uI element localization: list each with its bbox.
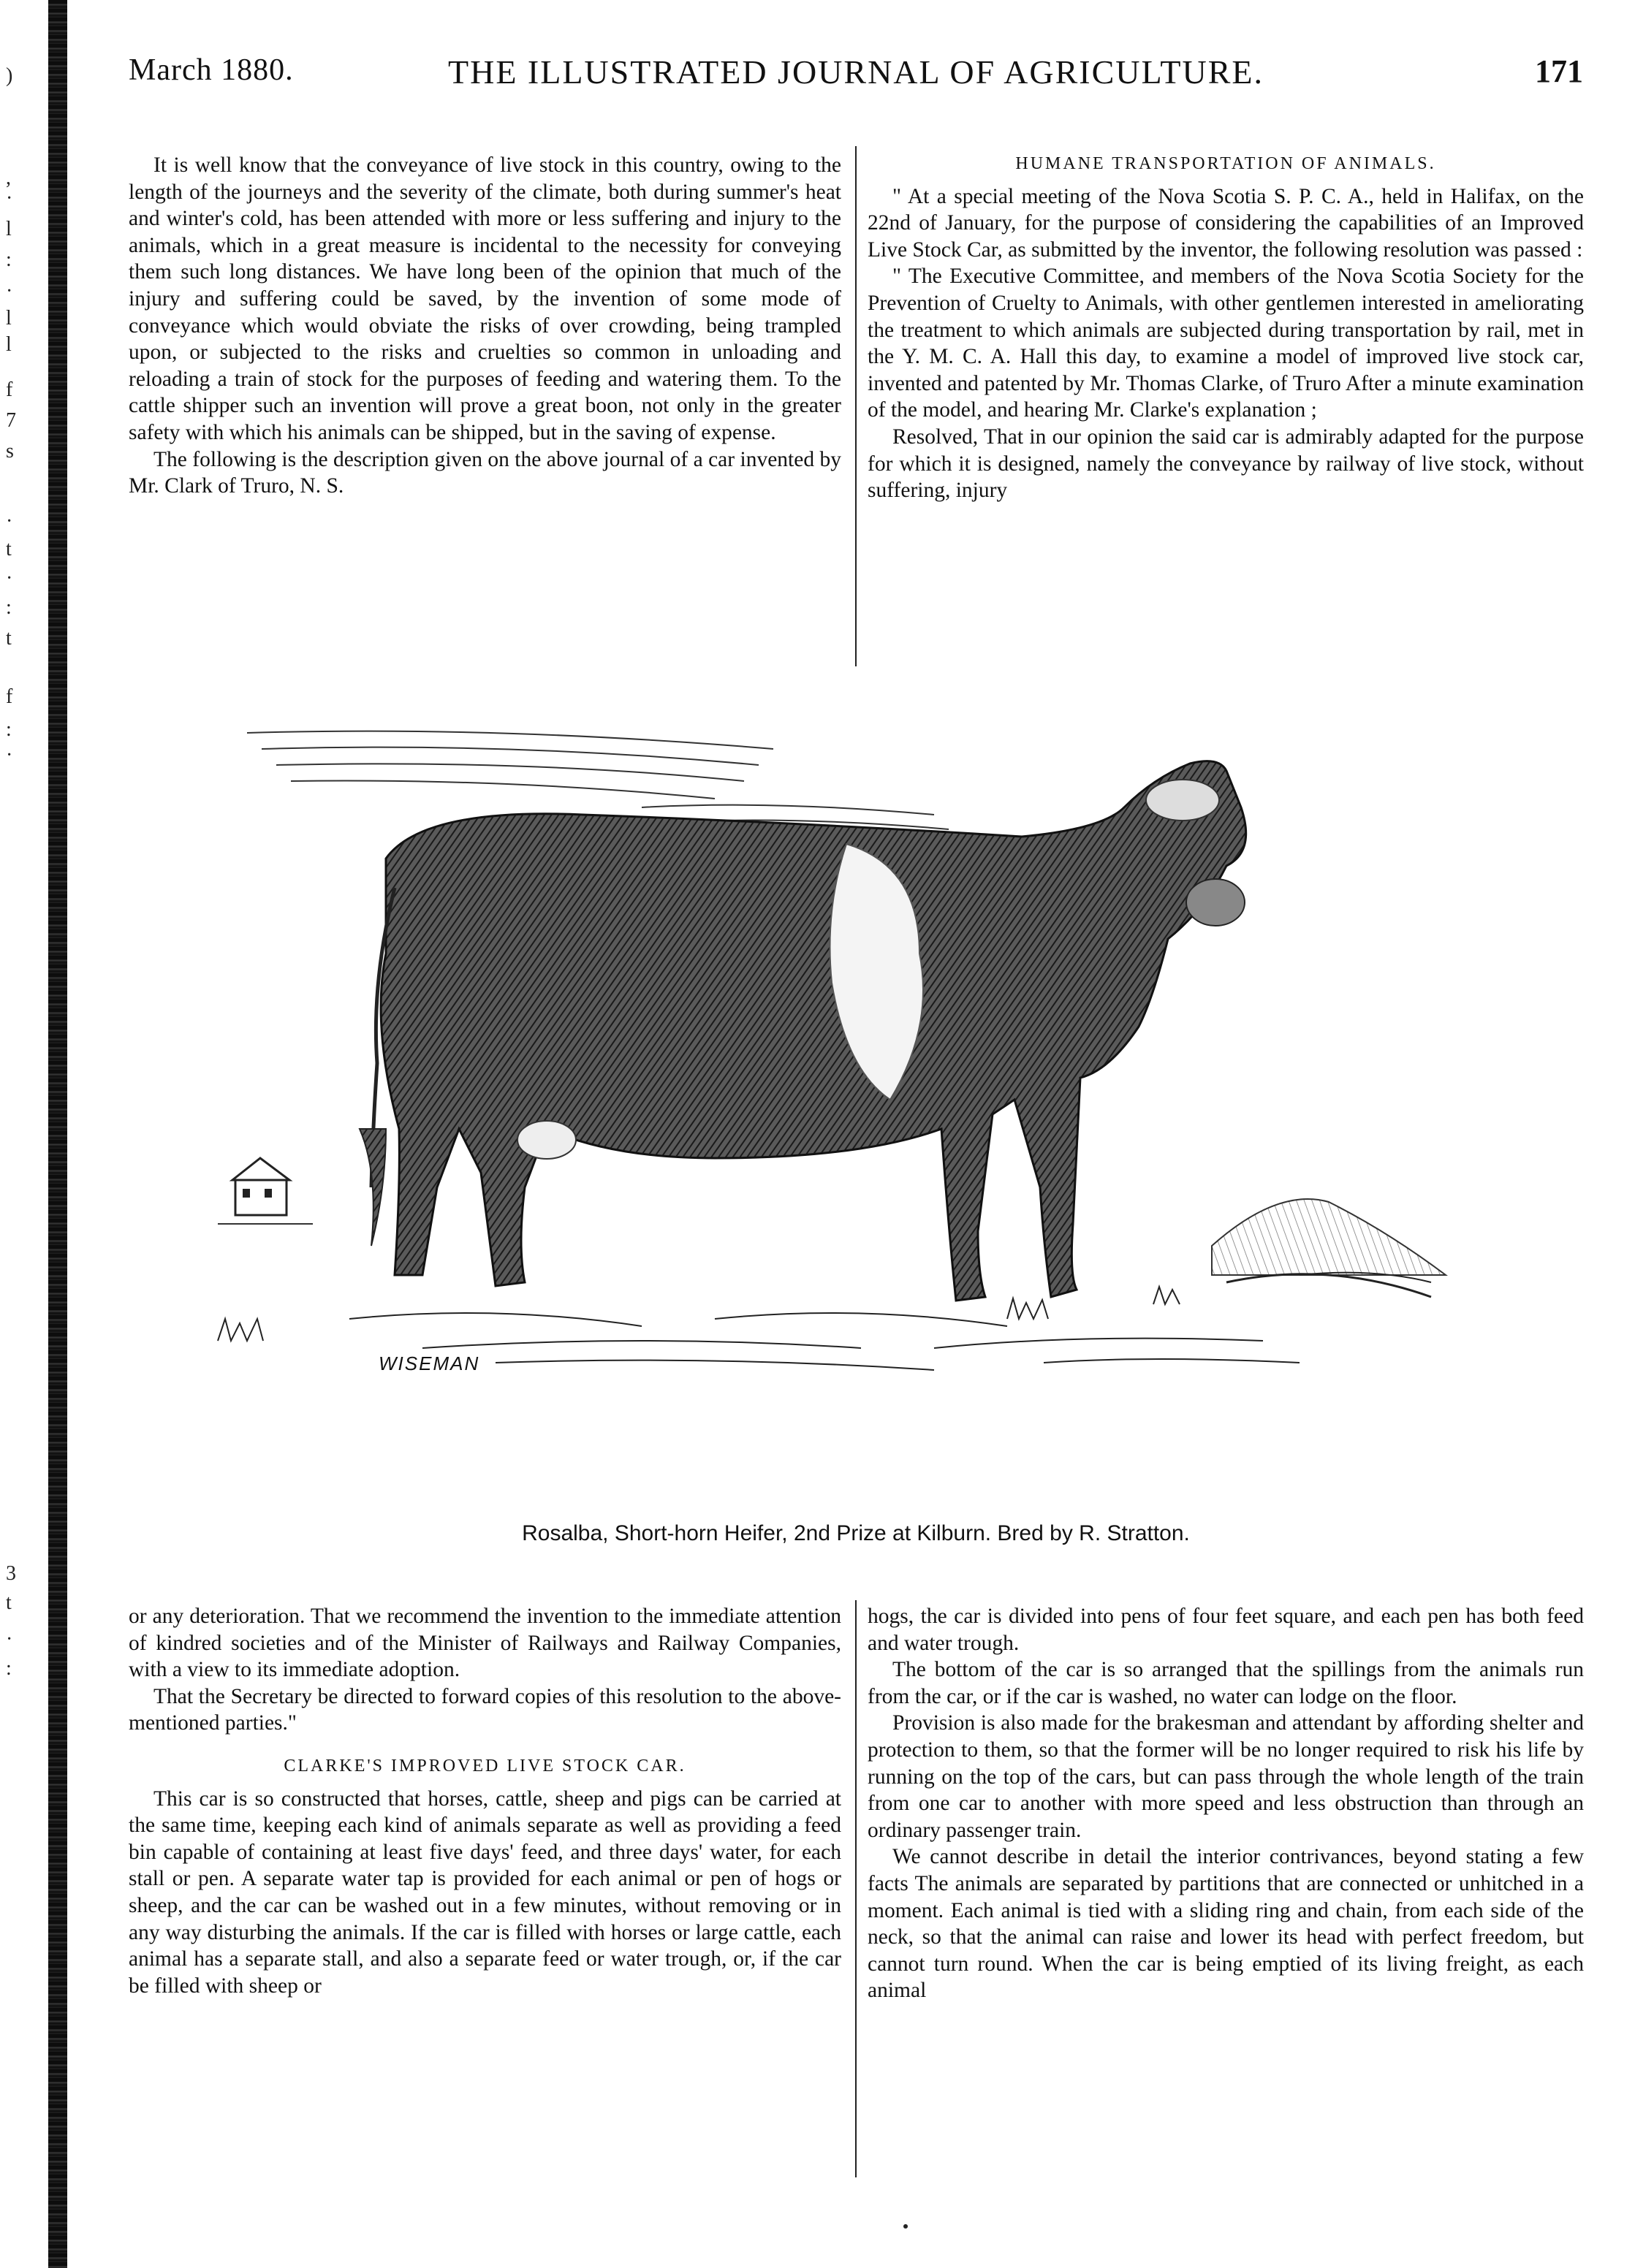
paragraph: The following is the description given on the above journal of a car invented by Mr. Clark of Truro, N. S. xyxy=(129,447,841,498)
paragraph: hogs, the car is divided into pens of four feet square, and each pen has both feed and water trough. xyxy=(868,1605,1584,1655)
bottom-right-column xyxy=(868,1603,1584,2004)
margin-fragment: 3 xyxy=(6,1562,16,1585)
margin-fragment: 7 xyxy=(6,409,16,432)
paragraph: or any deterioration. That we recommend the invention to the immediate attention of kindred societies and of the Minister of Railways and Railway Companies, with a view to its immediate adoption. xyxy=(129,1605,841,1682)
margin-fragment: ) xyxy=(6,64,13,87)
margin-fragment: · xyxy=(6,187,13,210)
margin-fragment: : xyxy=(6,1657,12,1680)
margin-fragment: l xyxy=(6,307,12,330)
paragraph: This car is so constructed that horses, cattle, sheep and pigs can be carried at the same time, keeping each kind of animals separate as well as providing a feed bin capable of containing at least five days' feed, and three days' water, for each stall or pen. A separate water tap is provided for each animal or pen of hogs or sheep, and the car can be washed out in a few minutes, without removing or in any way disturbing the animals. If the car is filled with horses or large cattle, each animal has a separate stall, and also a separate feed or water trough, or, if the car be filled with sheep or xyxy=(129,1786,841,1998)
paragraph: " The Executive Committee, and members of the Nova Scotia Society for the Prevention of Cruelty to Animals, with other gentlemen interested in ameliorating the treatment to which animals are subjected during transportation by rail, met in the Y. M. C. A. Hall this day, to examine a model of improved live stock car, invented and patented by Mr. Thomas Clarke, of Truro After a minute examination of the model, and hearing Mr. Clarke's explanation ; xyxy=(868,265,1584,422)
bottom-left-column xyxy=(129,1603,841,1999)
margin-fragment: : xyxy=(6,718,12,741)
farmhouse-sketch xyxy=(218,1158,313,1224)
stray-ink-dot xyxy=(903,2224,908,2229)
paragraph: Provision is also made for the brakesman and attendant by affording shelter and protection to them, so that the former will be no longer required to risk his life by running on the top of the cars, but can pass through the whole length of the train from one car to another with more speed and less obstruction than through an ordinary passenger train. xyxy=(868,1711,1584,1842)
margin-fragment: s xyxy=(6,440,14,463)
margin-fragment: f xyxy=(6,378,13,401)
margin-fragment: : xyxy=(6,248,12,271)
margin-fragment: , xyxy=(6,167,11,189)
paragraph: We cannot describe in detail the interior contrivances, beyond stating a few facts The animals are separated by partitions that are connected or unhitched in a moment. Each animal is tied with a sliding ring and chain, from each side of the neck, so that the animal can raise and lower its head with perfect freedom, but cannot turn round. When the car is being emptied of its living freight, as each animal xyxy=(868,1845,1584,2003)
margin-fragment: : xyxy=(6,596,12,619)
figure-caption: Rosalba, Short-horn Heifer, 2nd Prize at Kilburn. Bred by R. Stratton. xyxy=(522,1521,1190,1545)
paragraph: " At a special meeting of the Nova Scotia S. P. C. A., held in Halifax, on the 22nd of January, for the purpose of considering the capabilities of an Improved Live Stock Car, as submitted by the inventor, the following resolution was passed : xyxy=(868,184,1584,262)
paragraph: The bottom of the car is so arranged that the spillings from the animals run from the car, or if the car is washed, no water can lodge on the floor. xyxy=(868,1658,1584,1708)
issue-date: March 1880. xyxy=(129,53,294,87)
margin-fragment: t xyxy=(6,1591,12,1614)
page-number: 171 xyxy=(1535,53,1583,89)
paragraph: Resolved, That in our opinion the said car is admirably adapted for the purpose for which it is designed, namely the conveyance by railway of live stock, without suffering, injury xyxy=(868,425,1584,503)
column-rule-bottom xyxy=(855,1600,857,2177)
section-heading: CLARKE'S IMPROVED LIVE STOCK CAR. xyxy=(284,1756,686,1776)
top-right-column xyxy=(868,146,1584,504)
section-heading: HUMANE TRANSPORTATION OF ANIMALS. xyxy=(1015,154,1436,173)
margin-fragment: · xyxy=(6,567,13,590)
margin-fragment: t xyxy=(6,538,12,560)
page-binding-edge xyxy=(48,0,67,2268)
engraver-signature: WISEMAN xyxy=(379,1352,480,1374)
margin-fragment: l xyxy=(6,218,12,240)
margin-fragment: · xyxy=(6,1628,13,1651)
running-head xyxy=(129,53,1583,96)
margin-fragment: · xyxy=(6,280,13,302)
left-margin-fragments xyxy=(0,0,44,2268)
margin-fragment: t xyxy=(6,627,12,650)
journal-title: THE ILLUSTRATED JOURNAL OF AGRICULTURE. xyxy=(448,53,1264,91)
paragraph: That the Secretary be directed to forward copies of this resolution to the above-mentioned parties." xyxy=(129,1684,841,1735)
heifer-engraving xyxy=(203,720,1460,1509)
margin-fragment: · xyxy=(6,744,13,766)
margin-fragment: · xyxy=(6,510,13,533)
top-left-column xyxy=(129,152,841,500)
paragraph: It is well know that the conveyance of live stock in this country, owing to the length of the journeys and the severity of the climate, both during summer's heat and winter's cold, has been attended with more or less suffering and injury to the animals, which in a great measure is incidental to the necessity for conveying them such long distances. We have long been of the opinion that much of the injury and suffering could be saved, by the invention of some mode of conveyance which would obviate the risks of over crowding, being trampled upon, or subjected to the risks and cruelties so common in unloading and reloading a train of stock for the purposes of feeding and watering them. To the cattle shipper such an invention will prove a great boon, not only in the greater safety with which his animals can be shipped, but in the saving of expense. xyxy=(129,153,841,444)
margin-fragment: l xyxy=(6,333,12,356)
heifer-figure xyxy=(360,761,1246,1301)
column-rule-top xyxy=(855,146,857,666)
margin-fragment: f xyxy=(6,685,13,708)
